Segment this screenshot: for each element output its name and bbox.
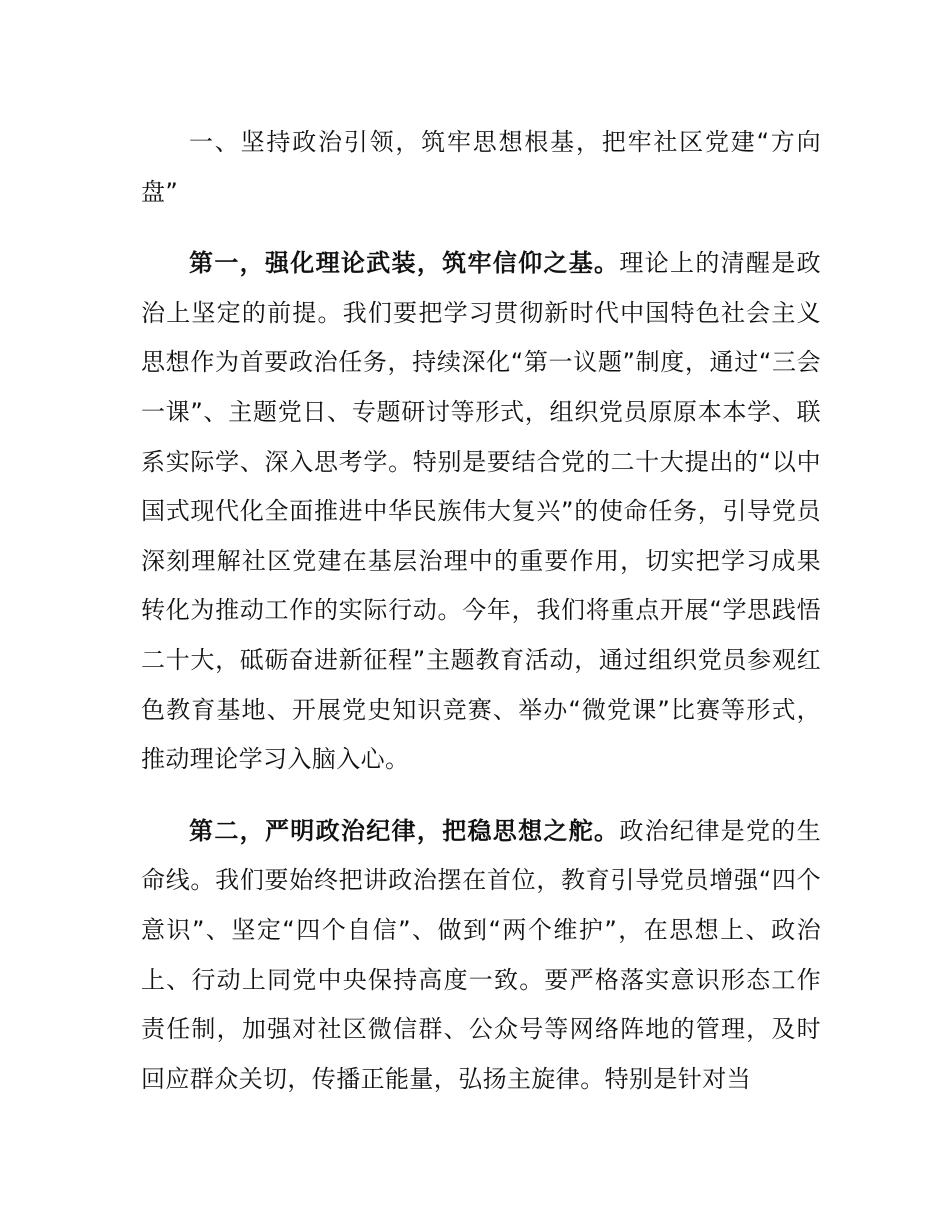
document-body xyxy=(141,118,821,1126)
paragraph-2-lead: 第二，严明政治纪律，把稳思想之舵。 xyxy=(189,816,620,845)
paragraph-2-body: 政治纪律是党的生命线。我们要始终把讲政治摆在首位，教育引导党员增强“四个意识”、坚定“四个自信”、做到“两个维护”，在思想上、政治上、行动上同党中央保持高度一致。要严格落实意识形态工作责任制，加强对社区微信群、公众号等网络阵地的管理，及时回应群众关切，传播正能量，弘扬主旋律。特别是针对当 xyxy=(141,816,821,1093)
paragraph-1-lead: 第一，强化理论武装，筑牢信仰之基。 xyxy=(189,249,620,278)
section-heading: 一、坚持政治引领，筑牢思想根基，把牢社区党建“方向盘” xyxy=(141,128,821,206)
paragraph-1 xyxy=(141,239,821,785)
paragraph-2 xyxy=(141,807,821,1105)
paragraph-1-body: 理论上的清醒是政治上坚定的前提。我们要把学习贯彻新时代中国特色社会主义思想作为首要政治任务，持续深化“第一议题”制度，通过“三会一课”、主题党日、专题研讨等形式，组织党员原原本本学、联系实际学、深入思考学。特别是要结合党的二十大提出的“以中国式现代化全面推进中华民族伟大复兴”的使命任务，引导党员深刻理解社区党建在基层治理中的重要作用，切实把学习成果转化为推动工作的实际行动。今年，我们将重点开展“学思践悟二十大，砥砺奋进新征程”主题教育活动，通过组织党员参观红色教育基地、开展党史知识竞赛、举办“微党课”比赛等形式，推动理论学习入脑入心。 xyxy=(141,249,821,774)
